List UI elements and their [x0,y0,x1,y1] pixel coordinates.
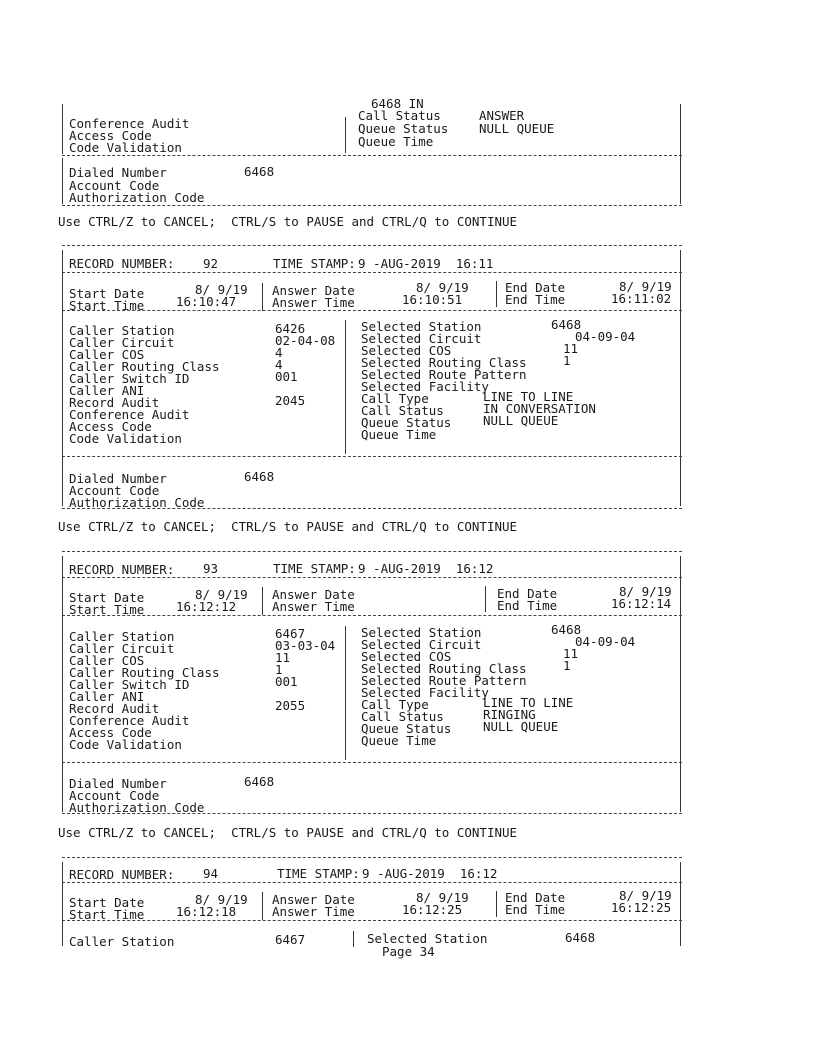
field-label: Account Code [69,788,160,803]
time-stamp-label: TIME STAMP: [273,256,356,271]
end-time: 16:12:14 [611,596,672,611]
field-label: Caller COS [69,347,145,362]
dialed-number: 6468 [244,469,275,484]
start-time-label: Start Time [69,907,145,922]
record-number: 92 [203,256,219,271]
field-label: Caller ANI [69,689,145,704]
start-time-label: Start Time [69,298,145,313]
field-label: Call Status [361,709,444,724]
time-stamp: 9 -AUG-2019 16:11 [358,256,494,271]
column-divider [345,626,346,760]
divider-line [62,577,682,578]
field-label: Caller Routing Class [69,359,220,374]
border-left [62,158,63,204]
field-label: Selected COS [361,343,452,358]
end-date-label: End Date [505,890,566,905]
field-label: Caller Switch ID [69,677,190,692]
field-value: 11 [275,650,291,665]
time-stamp-label: TIME STAMP: [273,561,356,576]
field-value: 6468 [551,622,582,637]
column-divider [262,587,263,615]
field-label: Record Audit [69,701,160,716]
start-time-label: Start Time [69,602,145,617]
field-label: Selected Station [361,625,482,640]
field-label: Queue Time [361,733,437,748]
field-label: Selected Circuit [361,331,482,346]
field-value: NULL QUEUE [483,719,559,734]
end-date: 8/ 9/19 [619,279,672,294]
field-value: 2055 [275,698,306,713]
border-left [62,250,63,506]
divider-line [62,813,682,814]
divider-line [62,272,682,273]
start-date: 8/ 9/19 [195,892,248,907]
record-number-label: RECORD NUMBER: [69,256,175,271]
field-value: 6468 [244,164,275,179]
prompt-line: Use CTRL/Z to CANCEL; CTRL/S to PAUSE and CTRL/Q to CONTINUE [58,214,518,229]
field-value: 001 [275,674,298,689]
column-divider [345,117,346,153]
field-value: RINGING [483,707,536,722]
field-label: Caller Station [69,629,175,644]
field-label: Access Code [69,419,152,434]
field-label: Call Type [361,697,429,712]
field-value: 6467 [275,932,306,947]
end-time-label: End Time [505,292,566,307]
border-right [680,104,681,204]
column-divider [353,931,354,947]
start-date: 8/ 9/19 [195,282,248,297]
column-divider [345,320,346,454]
start-time: 16:10:47 [176,294,237,309]
answer-date: 8/ 9/19 [416,280,469,295]
divider-line [62,508,682,509]
field-label: Caller Station [69,323,175,338]
field-label: Queue Status [361,415,452,430]
field-label: Selected Station [361,319,482,334]
start-time: 16:12:18 [176,904,237,919]
time-stamp: 9 -AUG-2019 16:12 [358,561,494,576]
field-value: 1 [563,353,571,368]
field-value: 1 [275,662,283,677]
prompt-line: Use CTRL/Z to CANCEL; CTRL/S to PAUSE and CTRL/Q to CONTINUE [58,519,518,534]
field-label: Access Code [69,725,152,740]
field-label: Selected Route Pattern [361,673,527,688]
divider-line [62,551,682,552]
field-label: Caller ANI [69,383,145,398]
field-label: Call Type [361,391,429,406]
field-value: LINE TO LINE [483,389,574,404]
end-time: 16:11:02 [611,291,672,306]
field-value: 4 [275,357,283,372]
field-label: Selected COS [361,649,452,664]
field-label: Conference Audit [69,713,190,728]
divider-line [62,762,682,763]
border-right [680,862,681,946]
field-label: Selected Routing Class [361,355,527,370]
record-number: 94 [203,866,219,881]
field-label: Queue Status [358,121,449,136]
field-label: Authorization Code [69,190,205,205]
field-label: Selected Routing Class [361,661,527,676]
end-time: 16:12:25 [611,900,672,915]
field-label: Dialed Number [69,471,167,486]
border-left [62,862,63,946]
field-value: ANSWER [479,108,525,123]
field-label: Dialed Number [69,776,167,791]
divider-line [62,310,682,311]
field-value: LINE TO LINE [483,695,574,710]
start-date-label: Start Date [69,286,145,301]
field-label: Selected Circuit [361,637,482,652]
page-number: Page 34 [382,944,435,959]
field-value: 03-03-04 [275,638,336,653]
divider-line [62,155,682,156]
field-value: 4 [275,345,283,360]
answer-time-label: Answer Time [272,904,355,919]
field-label: Authorization Code [69,800,205,815]
end-date-label: End Date [497,586,558,601]
field-label: Account Code [69,483,160,498]
record-number-label: RECORD NUMBER: [69,867,175,882]
field-label: Account Code [69,178,160,193]
answer-date-label: Answer Date [272,587,355,602]
field-label: Record Audit [69,395,160,410]
divider-line [62,882,682,883]
border-right [680,250,681,506]
end-time-label: End Time [497,598,558,613]
field-label: Code Validation [69,737,182,752]
time-stamp: 9 -AUG-2019 16:12 [362,866,498,881]
field-label: Conference Audit [69,407,190,422]
time-stamp-label: TIME STAMP: [277,866,360,881]
column-divider [496,891,497,917]
start-date-label: Start Date [69,895,145,910]
start-time: 16:12:12 [176,599,237,614]
answer-time: 16:12:25 [402,902,463,917]
border-left [62,556,63,812]
answer-date: 8/ 9/19 [416,890,469,905]
field-label: Code Validation [69,431,182,446]
field-value: 6468 [565,930,596,945]
column-divider [485,586,486,612]
field-label: Access Code [69,128,152,143]
field-label: Selected Route Pattern [361,367,527,382]
field-label: Caller Routing Class [69,665,220,680]
border-right [680,556,681,812]
field-value: 6426 [275,321,306,336]
answer-date-label: Answer Date [272,283,355,298]
end-time-label: End Time [505,902,566,917]
divider-line [62,245,682,246]
answer-time-label: Answer Time [272,599,355,614]
column-divider [262,283,263,311]
field-value: 2045 [275,393,306,408]
answer-time: 16:10:51 [402,292,463,307]
field-value: 1 [563,658,571,673]
field-value: IN CONVERSATION [483,401,596,416]
field-value: 04-09-04 [575,634,636,649]
heading-value: 6468 IN [371,96,424,111]
start-date-label: Start Date [69,590,145,605]
column-divider [496,281,497,307]
divider-line [62,857,682,858]
border-left [62,104,63,154]
start-date: 8/ 9/19 [195,587,248,602]
field-value: 11 [563,341,579,356]
divider-line [62,456,682,457]
record-number-label: RECORD NUMBER: [69,562,175,577]
field-label: Queue Time [358,134,434,149]
prompt-line: Use CTRL/Z to CANCEL; CTRL/S to PAUSE and CTRL/Q to CONTINUE [58,825,518,840]
field-label: Conference Audit [69,116,190,131]
field-label: Caller COS [69,653,145,668]
field-value: 6467 [275,626,306,641]
field-label: Selected Station [367,931,488,946]
dialed-number: 6468 [244,774,275,789]
field-label: Selected Facility [361,379,489,394]
field-label: Call Status [358,108,441,123]
field-label: Queue Status [361,721,452,736]
field-value: 6468 [551,317,582,332]
answer-date-label: Answer Date [272,892,355,907]
field-label: Authorization Code [69,495,205,510]
field-label: Queue Time [361,427,437,442]
end-date: 8/ 9/19 [619,888,672,903]
field-label: Caller Switch ID [69,371,190,386]
field-value: NULL QUEUE [483,413,559,428]
answer-time-label: Answer Time [272,295,355,310]
field-label: Call Status [361,403,444,418]
field-label: Caller Circuit [69,335,175,350]
end-date-label: End Date [505,280,566,295]
field-label: Caller Circuit [69,641,175,656]
field-label: Code Validation [69,140,182,155]
divider-line [62,920,682,921]
field-value: 02-04-08 [275,333,336,348]
divider-line [62,205,682,206]
field-value: 001 [275,369,298,384]
field-value: 04-09-04 [575,329,636,344]
field-value: NULL QUEUE [479,121,555,136]
record-number: 93 [203,561,219,576]
field-label: Selected Facility [361,685,489,700]
field-label: Caller Station [69,934,175,949]
field-label: Dialed Number [69,165,167,180]
divider-line [62,615,682,616]
column-divider [262,892,263,920]
end-date: 8/ 9/19 [619,584,672,599]
field-value: 11 [563,646,579,661]
